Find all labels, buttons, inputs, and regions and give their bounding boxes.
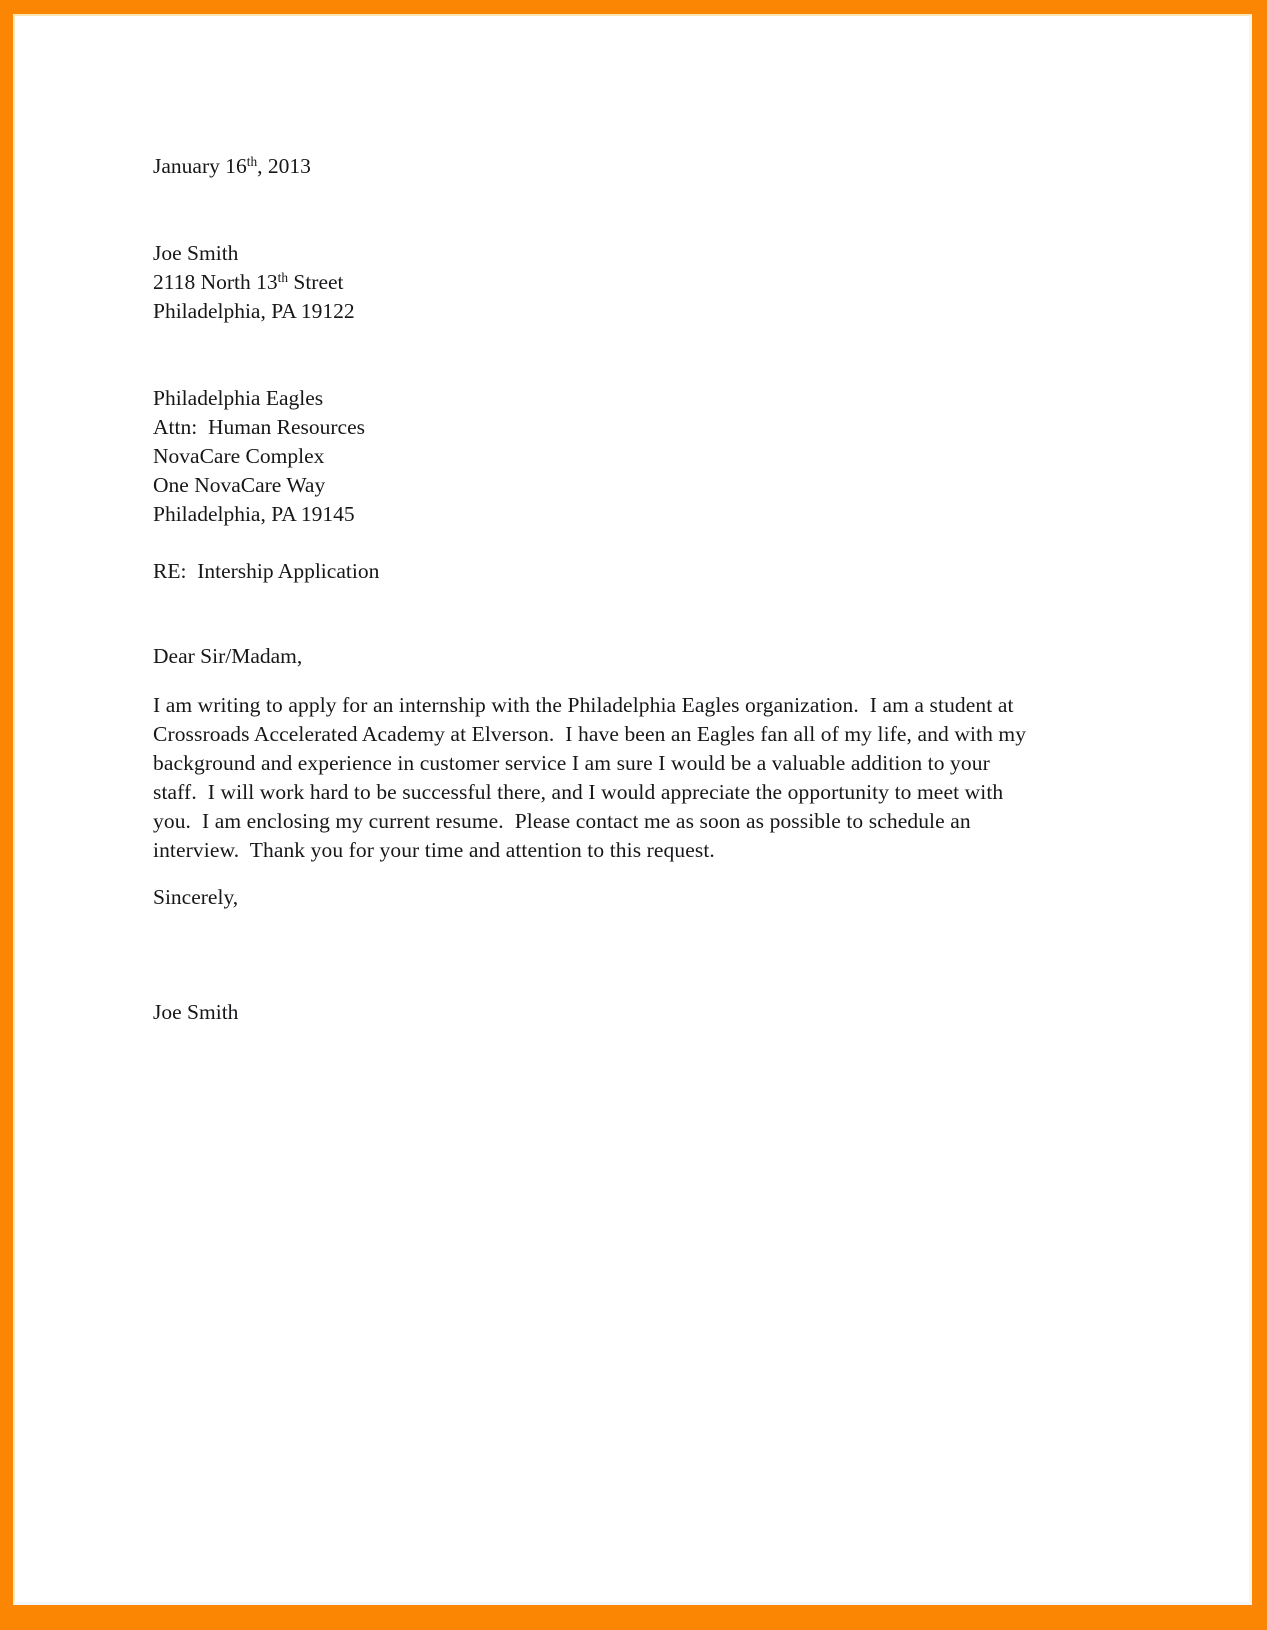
letter-salutation: Dear Sir/Madam, — [153, 644, 303, 668]
date-ordinal-suffix: th — [246, 154, 258, 170]
date-year: , 2013 — [257, 154, 311, 178]
spacer-after-sender — [153, 326, 1063, 384]
sender-street-name: Street — [288, 270, 344, 294]
letter-page — [13, 14, 1252, 1605]
spacer-after-subject — [153, 586, 1063, 642]
letter-date — [153, 152, 1063, 181]
recipient-building: NovaCare Complex — [153, 444, 325, 468]
letter-body — [153, 691, 1063, 865]
spacer-after-date — [153, 181, 1063, 239]
recipient-city-state-zip: Philadelphia, PA 19145 — [153, 502, 355, 526]
spacer-after-salutation — [153, 671, 1063, 691]
recipient-street: One NovaCare Way — [153, 473, 326, 497]
letter-closing: Sincerely, — [153, 885, 239, 909]
sender-city-state-zip: Philadelphia, PA 19122 — [153, 299, 355, 323]
spacer-after-body — [153, 865, 1063, 883]
body-line: interview. Thank you for your time and attention to this request. — [153, 838, 715, 862]
date-month-day: January 16 — [153, 154, 247, 178]
sender-name: Joe Smith — [153, 241, 239, 265]
body-line: staff. I will work hard to be successful there, and I would appreciate the opportunity to meet with — [153, 780, 1004, 804]
letter-subject-line: RE: Intership Application — [153, 559, 380, 583]
sender-street — [153, 268, 1063, 297]
letter-content — [153, 152, 1063, 1027]
recipient-attention: Attn: Human Resources — [153, 415, 365, 439]
spacer-after-recipient — [153, 529, 1063, 557]
recipient-address-block — [153, 384, 1063, 529]
body-line: Crossroads Accelerated Academy at Elverson. I have been an Eagles fan all of my life, and with my — [153, 722, 1027, 746]
sender-street-ordinal: th — [277, 270, 288, 286]
body-line: you. I am enclosing my current resume. Please contact me as soon as possible to schedule an — [153, 809, 971, 833]
letter-signature-name: Joe Smith — [153, 1000, 239, 1024]
sender-street-number: 2118 North 13 — [153, 270, 278, 294]
signature-space — [153, 912, 1063, 998]
body-line: I am writing to apply for an internship with the Philadelphia Eagles organization. I am a student at — [153, 693, 1014, 717]
body-line: background and experience in customer service I am sure I would be a valuable addition to your — [153, 751, 990, 775]
recipient-organization: Philadelphia Eagles — [153, 386, 324, 410]
sender-address-block — [153, 239, 1063, 326]
